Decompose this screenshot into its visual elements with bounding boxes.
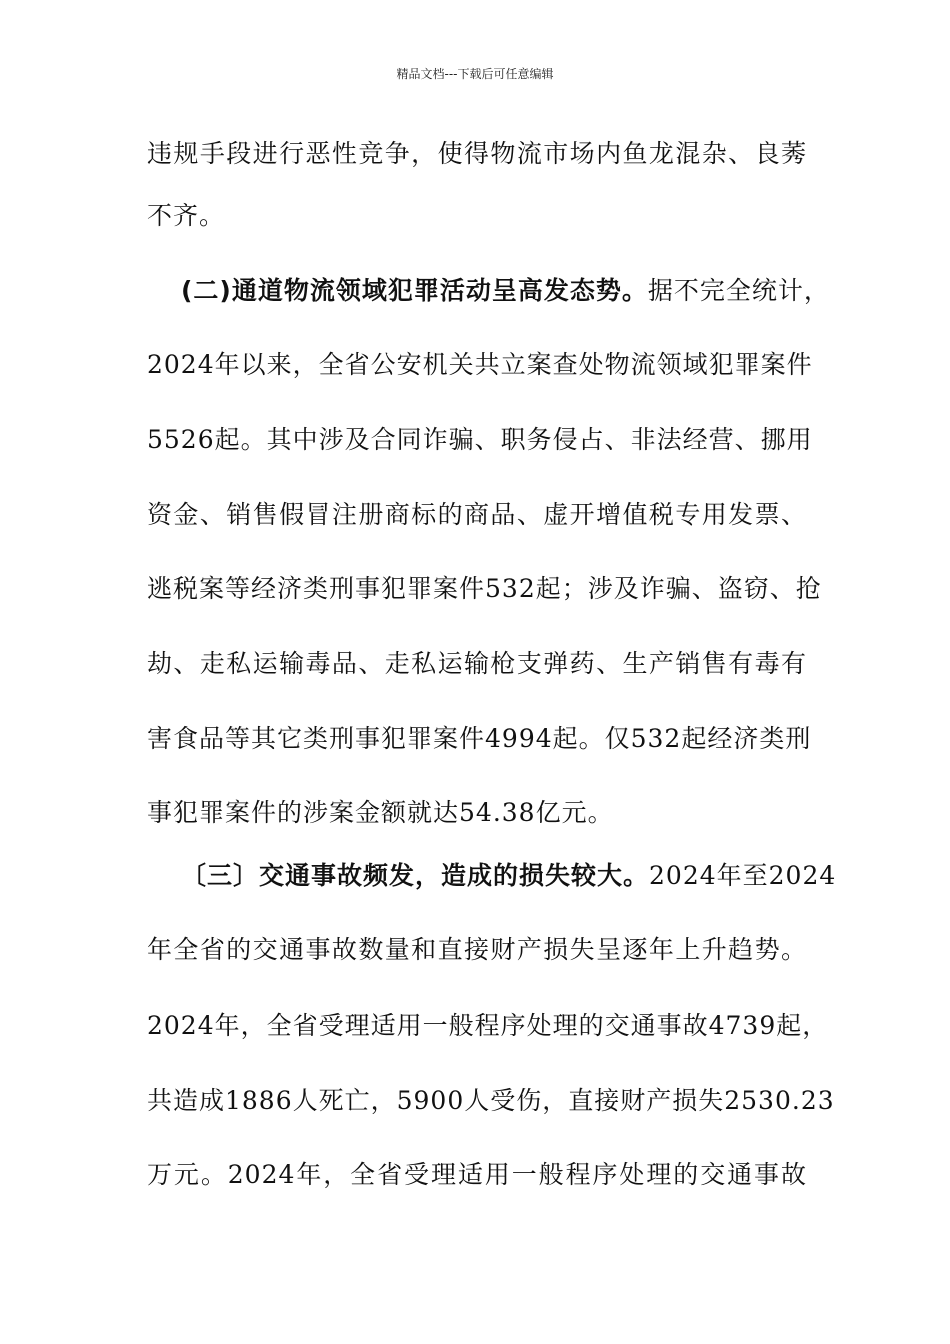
paragraph-line: 2024年，全省受理适用一般程序处理的交通事故4739起， — [147, 1011, 829, 1040]
paragraph-line: 事犯罪案件的涉案金额就达54.38亿元。 — [147, 798, 614, 827]
paragraph-line: 5526起。其中涉及合同诈骗、职务侵占、非法经营、挪用 — [147, 425, 813, 454]
paragraph-line: 2024年以来，全省公安机关共立案查处物流领域犯罪案件 — [147, 350, 813, 379]
paragraph-line: 资金、销售假冒注册商标的商品、虚开增值税专用发票、 — [147, 500, 807, 529]
section-heading-line — [181, 861, 837, 891]
paragraph-text: 据不完全统计， — [647, 276, 830, 305]
section-heading: 〔三〕交通事故频发，造成的损失较大。 — [181, 861, 650, 890]
paragraph-line: 逃税案等经济类刑事犯罪案件532起；涉及诈骗、盗窃、抢 — [147, 574, 822, 603]
paragraph-line: 万元。2024年，全省受理适用一般程序处理的交通事故 — [147, 1160, 807, 1189]
paragraph-line: 共造成1886人死亡，5900人受伤，直接财产损失2530.23 — [147, 1086, 835, 1115]
section-heading-line — [181, 276, 830, 306]
paragraph-line: 劫、走私运输毒品、走私运输枪支弹药、生产销售有毒有 — [147, 649, 807, 678]
paragraph-line: 害食品等其它类刑事犯罪案件4994起。仅532起经济类刑 — [147, 724, 812, 753]
paragraph-line: 不齐。 — [147, 201, 226, 230]
paragraph-text: 2024年至2024 — [649, 861, 837, 890]
section-heading: (二)通道物流领域犯罪活动呈高发态势。 — [181, 276, 648, 305]
paragraph-line: 违规手段进行恶性竞争，使得物流市场内鱼龙混杂、良莠 — [147, 139, 807, 168]
page-header: 精品文档---下载后可任意编辑 — [396, 67, 554, 81]
paragraph-line: 年全省的交通事故数量和直接财产损失呈逐年上升趋势。 — [147, 935, 807, 964]
